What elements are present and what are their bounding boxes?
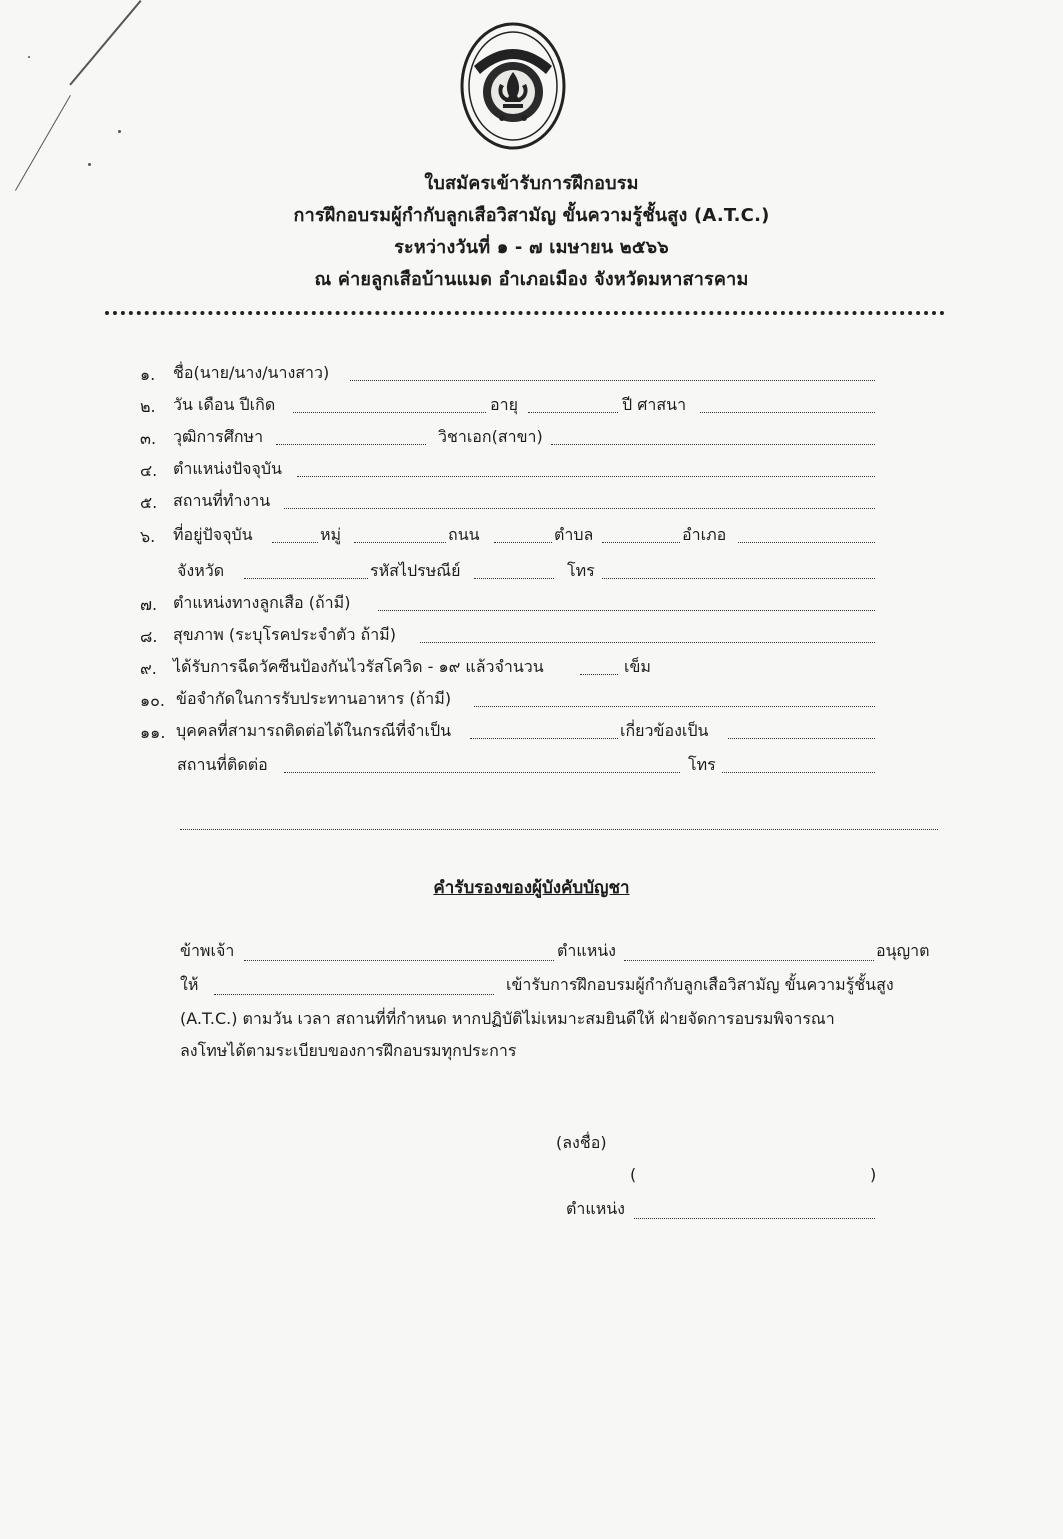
label-district: อำเภอ [682,525,727,544]
label-name: ชื่อ(นาย/นาง/นางสาว) [173,363,330,382]
label-scout-position: ตำแหน่งทางลูกเสือ (ถ้ามี) [173,593,351,612]
phone-field[interactable] [602,578,875,579]
certification-text-line-3: (A.T.C.) ตามวัน เวลา สถานที่ที่กำหนด หากปฏิบัติไม่เหมาะสมยินดีให้ ฝ่ายจัดการอบรมพิจารณา [180,1009,835,1028]
title-line-4: ณ ค่ายลูกเสือบ้านแมด อำเภอเมือง จังหวัดมหาสารคาม [314,269,749,290]
paren-close: ) [870,1165,877,1184]
applicant-name-field[interactable] [214,994,494,995]
label-education: วุฒิการศึกษา [173,427,264,446]
scan-scratch-line [69,0,141,86]
label-emergency-contact: บุคคลที่สามารถติดต่อได้ในกรณีที่จำเป็น [176,721,452,740]
label-village: หมู่ [320,525,342,544]
subdistrict-field[interactable] [602,542,680,543]
item-number: ๙. [140,659,157,678]
contact-phone-field[interactable] [722,772,875,773]
health-field[interactable] [420,642,875,643]
label-postal-code: รหัสไปรษณีย์ [370,561,461,580]
education-field[interactable] [276,444,426,445]
contact-address-extra-field[interactable] [180,829,938,830]
village-field[interactable] [354,542,446,543]
label-major: วิชาเอก(สาขา) [438,427,543,446]
supervisor-name-field[interactable] [244,960,554,961]
item-number: ๔. [140,461,158,480]
major-field[interactable] [551,444,875,445]
workplace-field[interactable] [284,508,875,509]
house-number-field[interactable] [272,542,318,543]
dotted-separator [105,311,945,315]
scout-position-field[interactable] [378,610,875,611]
current-position-field[interactable] [297,476,875,477]
label-contact-address: สถานที่ติดต่อ [177,755,268,774]
label-contact-phone: โทร [688,755,716,774]
supervisor-position-field[interactable] [624,960,874,961]
emergency-contact-field[interactable] [470,738,618,739]
scan-dot [118,130,121,133]
signer-position-field[interactable] [634,1218,875,1219]
item-number: ๑๐. [140,691,166,710]
postal-code-field[interactable] [474,578,554,579]
item-number: ๑๑. [140,723,166,742]
label-address: ที่อยู่ปัจจุบัน [173,525,253,544]
label-food-restriction: ข้อจำกัดในการรับประทานอาหาร (ถ้ามี) [176,689,452,708]
scout-emblem-seal [460,22,566,150]
label-subdistrict: ตำบล [554,525,594,544]
label-vaccine: ได้รับการฉีดวัคซีนป้องกันไวรัสโควิด - ๑๙ แล้วจำนวน [173,657,544,676]
road-field[interactable] [494,542,552,543]
paren-open: ( [630,1165,637,1184]
province-field[interactable] [244,578,368,579]
name-field[interactable] [350,380,875,381]
certification-title-text: คำรับรองของผู้บังคับบัญชา [433,878,630,898]
label-birthdate: วัน เดือน ปีเกิด [173,395,276,414]
form-title-block [0,168,1063,296]
item-number: ๑. [140,365,156,384]
title-line-3: ระหว่างวันที่ ๑ - ๗ เมษายน ๒๕๖๖ [394,237,669,258]
birthdate-field[interactable] [293,412,486,413]
signer-name-field[interactable] [645,1162,865,1188]
label-religion: ปี ศาสนา [622,395,687,414]
certification-title [0,874,1063,901]
item-number: ๘. [140,627,158,646]
certification-text-line-2: เข้ารับการฝึกอบรมผู้กำกับลูกเสือวิสามัญ ขั้นความรู้ชั้นสูง [506,975,894,994]
label-phone: โทร [567,561,595,580]
label-province: จังหวัด [177,561,225,580]
label-signer-position: ตำแหน่ง [566,1199,625,1218]
certification-text-line-4: ลงโทษได้ตามระเบียบของการฝึกอบรมทุกประการ [180,1041,517,1060]
item-number: ๕. [140,493,158,512]
item-number: ๓. [140,429,157,448]
label-i: ข้าพเจ้า [180,941,235,960]
age-field[interactable] [528,412,618,413]
item-number: ๒. [140,397,156,416]
label-road: ถนน [448,525,480,544]
item-number: ๗. [140,595,158,614]
label-workplace: สถานที่ทำงาน [173,491,271,510]
label-current-position: ตำแหน่งปัจจุบัน [173,459,282,478]
religion-field[interactable] [700,412,875,413]
vaccine-doses-field[interactable] [580,674,618,675]
label-health: สุขภาพ (ระบุโรคประจำตัว ถ้ามี) [173,625,396,644]
label-signature: (ลงชื่อ) [556,1133,607,1152]
scan-dot [88,163,91,166]
title-line-1: ใบสมัครเข้ารับการฝึกอบรม [424,173,639,194]
contact-address-field[interactable] [284,772,680,773]
label-age: อายุ [490,395,518,414]
food-restriction-field[interactable] [474,706,875,707]
label-allow: ให้ [180,975,199,994]
label-doses: เข็ม [624,657,651,676]
relationship-field[interactable] [728,738,875,739]
title-line-2: การฝึกอบรมผู้กำกับลูกเสือวิสามัญ ขั้นความรู้ชั้นสูง (A.T.C.) [293,205,770,226]
label-supervisor-position: ตำแหน่ง [557,941,616,960]
district-field[interactable] [738,542,875,543]
item-number: ๖. [140,527,156,546]
label-permit: อนุญาต [876,941,930,960]
label-relationship: เกี่ยวข้องเป็น [620,721,709,740]
scan-dot [28,56,30,58]
